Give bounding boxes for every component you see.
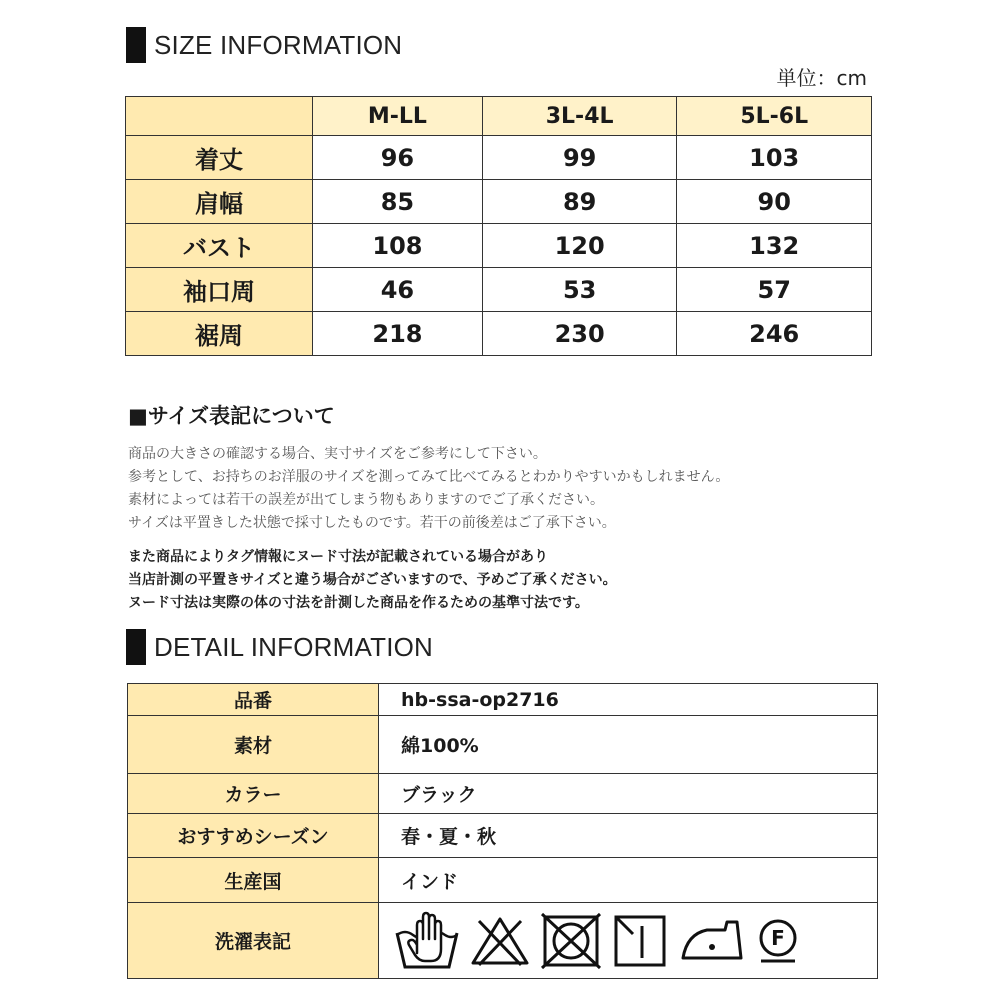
row-label: 着丈 [126, 136, 313, 180]
care-symbols-cell [379, 903, 878, 979]
table-cell: 120 [482, 224, 677, 268]
detail-value: 春・夏・秋 [379, 814, 878, 858]
table-row [128, 774, 878, 814]
size-column-header: 3L-4L [482, 97, 677, 136]
table-row [128, 684, 878, 716]
care-symbols [393, 909, 877, 973]
iron-low-icon [677, 914, 747, 968]
size-table-corner-cell [126, 97, 313, 136]
table-cell: 99 [482, 136, 677, 180]
detail-section-title [126, 629, 433, 665]
row-label: バスト [126, 224, 313, 268]
detail-label: 洗濯表記 [128, 903, 379, 979]
table-cell: 96 [313, 136, 483, 180]
no-bleach-icon [469, 913, 531, 969]
size-notes-heading: ■サイズ表記について [128, 404, 335, 428]
detail-value: 綿100% [379, 716, 878, 774]
table-cell: 53 [482, 268, 677, 312]
detail-value: インド [379, 858, 878, 903]
size-note-line: サイズは平置きした状態で採寸したものです。若干の前後差はご了承下さい。 [128, 515, 616, 531]
dry-clean-f-icon [755, 918, 801, 964]
hand-wash-icon [393, 909, 461, 973]
detail-label: 素材 [128, 716, 379, 774]
table-row [128, 903, 878, 979]
table-row [128, 858, 878, 903]
table-cell: 103 [677, 136, 872, 180]
table-row [126, 312, 872, 356]
table-cell: 108 [313, 224, 483, 268]
detail-value: hb-ssa-op2716 [379, 684, 878, 716]
detail-table [127, 683, 878, 979]
detail-label: おすすめシーズン [128, 814, 379, 858]
detail-label: 生産国 [128, 858, 379, 903]
table-cell: 218 [313, 312, 483, 356]
size-column-header: 5L-6L [677, 97, 872, 136]
table-cell: 246 [677, 312, 872, 356]
line-dry-shade-icon [611, 912, 669, 970]
size-note-bold-line: ヌード寸法は実際の体の寸法を計測した商品を作るための基準寸法です。 [128, 595, 589, 611]
dry-clean-letter: F [771, 925, 785, 950]
size-table-header-row [126, 97, 872, 136]
size-note-bold-line: 当店計測の平置きサイズと違う場合がございますので、予めご了承ください。 [128, 572, 617, 588]
table-cell: 132 [677, 224, 872, 268]
table-row [126, 180, 872, 224]
size-column-header: M-LL [313, 97, 483, 136]
detail-title-text: DETAIL INFORMATION [154, 631, 434, 662]
row-label: 肩幅 [126, 180, 313, 224]
unit-label: 単位：cm [776, 66, 867, 90]
table-row [126, 224, 872, 268]
table-row [126, 136, 872, 180]
table-row [128, 814, 878, 858]
size-note-bold-line: また商品によりタグ情報にヌード寸法が記載されている場合があり [128, 549, 548, 565]
size-section-title [126, 27, 402, 63]
size-note-line: 商品の大きさの確認する場合、実寸サイズをご参考にして下さい。 [128, 446, 547, 462]
size-note-line: 素材によっては若干の誤差が出てしまう物もありますのでご了承ください。 [128, 492, 604, 508]
table-cell: 230 [482, 312, 677, 356]
size-table [125, 96, 872, 356]
table-row [126, 268, 872, 312]
size-title-text: SIZE INFORMATION [154, 29, 403, 60]
table-row [128, 716, 878, 774]
row-label: 裾周 [126, 312, 313, 356]
row-label: 袖口周 [126, 268, 313, 312]
detail-value: ブラック [379, 774, 878, 814]
table-cell: 85 [313, 180, 483, 224]
detail-label: カラー [128, 774, 379, 814]
title-bar-marker [126, 629, 146, 665]
table-cell: 90 [677, 180, 872, 224]
table-cell: 89 [482, 180, 677, 224]
table-cell: 57 [677, 268, 872, 312]
detail-label: 品番 [128, 684, 379, 716]
table-cell: 46 [313, 268, 483, 312]
title-bar-marker [126, 27, 146, 63]
size-note-line: 参考として、お持ちのお洋服のサイズを測ってみて比べてみるとわかりやすいかもしれません。 [128, 469, 730, 485]
no-tumble-dry-icon [539, 912, 603, 970]
